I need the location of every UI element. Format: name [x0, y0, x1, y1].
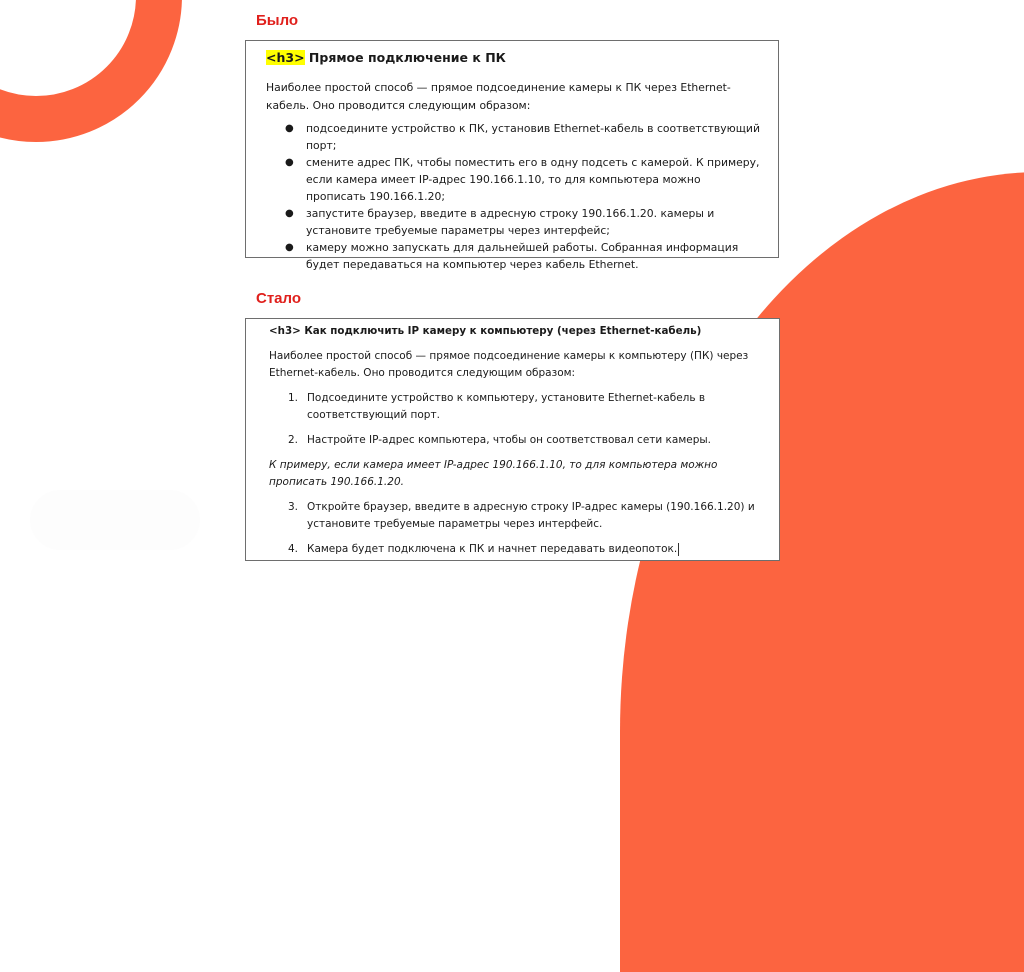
numbered-list-continued: [269, 499, 761, 558]
example-note: К примеру, если камера имеет IP-адрес 190.166.1.10, то для компьютера можно прописать 190.166.1.20.: [269, 459, 718, 488]
list-item: 2. Настройте IP-адрес компьютера, чтобы он соответствовал сети камеры.: [288, 434, 712, 446]
list-item: ● смените адрес ПК, чтобы поместить его в одну подсеть с камерой. К примеру, если камера имеет IP-адрес 190.166.1.10, то для компьютера можно прописать 190.166.1.20;: [285, 156, 760, 203]
list-item: ● подсоедините устройство к ПК, установив Ethernet-кабель в соответствующий порт;: [285, 122, 760, 152]
bullet-icon: ●: [285, 157, 294, 168]
intro-before: Наиболее простой способ — прямое подсоединение камеры к ПК через Ethernet-кабель. Оно проводится следующим образом:: [266, 81, 731, 112]
decorative-quarter-circle: [620, 172, 1024, 972]
bullet-icon: ●: [285, 123, 294, 134]
intro-after: Наиболее простой способ — прямое подсоединение камеры к компьютеру (ПК) через Ethernet-кабель. Оно проводится следующим образом:: [269, 350, 749, 379]
heading-after: <h3> Как подключить IP камеру к компьютеру (через Ethernet-кабель): [269, 325, 702, 337]
h3-tag-highlight: <h3>: [266, 50, 305, 65]
bullet-icon: ●: [285, 242, 294, 253]
heading-before: [266, 49, 760, 67]
decorative-faint-blob: [30, 490, 200, 550]
bullet-list: [266, 120, 760, 273]
label-after: Стало: [256, 290, 302, 307]
bullet-icon: ●: [285, 208, 294, 219]
decorative-ring: [0, 0, 182, 142]
list-item: 4. Камера будет подключена к ПК и начнет передавать видеопоток.: [288, 543, 678, 555]
list-item: ● запустите браузер, введите в адресную строку 190.166.1.20. камеры и установите требуемые параметры через интерфейс;: [285, 207, 715, 237]
list-item: 3. Откройте браузер, введите в адресную строку IP-адрес камеры (190.166.1.20) и установите требуемые параметры через интерфейс.: [288, 501, 755, 530]
document-before: [245, 40, 779, 271]
heading-before-title: Прямое подключение к ПК: [308, 50, 506, 65]
numbered-list: [269, 390, 761, 449]
document-after: [245, 318, 780, 561]
list-item: ● камеру можно запускать для дальнейшей работы. Собранная информация будет передаваться на компьютер через кабель Ethernet.: [285, 241, 739, 271]
text-cursor: [678, 543, 679, 556]
list-item: 1. Подсоедините устройство к компьютеру, установите Ethernet-кабель в соответствующий порт.: [288, 392, 706, 421]
label-before: Было: [256, 12, 299, 29]
